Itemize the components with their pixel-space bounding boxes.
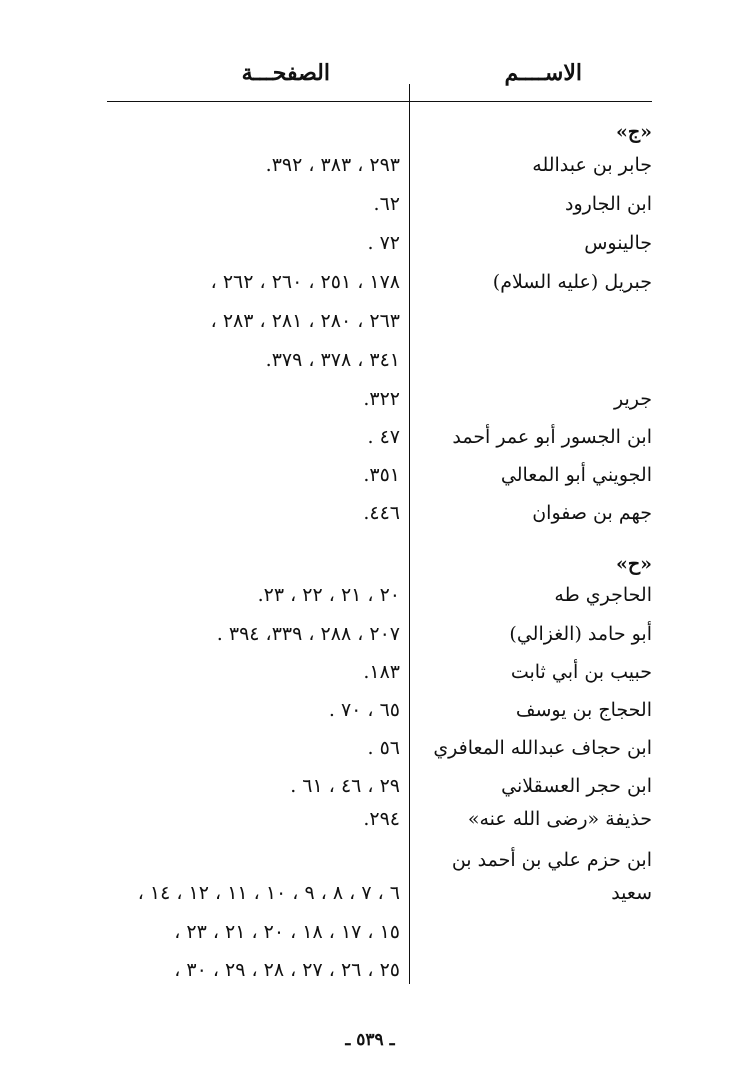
entry-pages: ٦٢. (373, 193, 400, 215)
entry-name: جبريل (عليه السلام) (492, 271, 652, 293)
entry-name: أبو حامد (الغزالي) (509, 623, 652, 645)
index-row (100, 953, 652, 987)
index-row (100, 343, 652, 377)
page-number: ـ ٥٣٩ ـ (345, 1030, 395, 1050)
index-row (100, 226, 652, 260)
entry-pages: ٤٤٦. (363, 502, 400, 524)
entry-pages: ٣٥١. (363, 464, 400, 486)
entry-name: حبيب بن أبي ثابت (510, 661, 652, 683)
section-letter: «ح» (615, 553, 652, 575)
index-row (100, 304, 652, 338)
entry-name: ابن الجسور أبو عمر أحمد (452, 426, 652, 448)
entry-name: الجويني أبو المعالي (500, 464, 652, 486)
entry-pages: ٧٢ . (367, 232, 400, 254)
entry-name: ابن حزم علي بن أحمد بن (451, 849, 652, 871)
entry-pages: ٥٦ . (367, 737, 400, 759)
index-row (100, 187, 652, 221)
entry-name: الحاجري طه (554, 584, 652, 606)
entry-pages: ٢٩٤. (363, 808, 400, 830)
index-row (100, 458, 652, 492)
entry-pages: ٦ ، ٧ ، ٨ ، ٩ ، ١٠ ، ١١ ، ١٢ ، ١٤ ، (137, 882, 400, 904)
entry-name: سعيد (611, 882, 652, 904)
entry-name: جرير (614, 388, 652, 410)
index-row (100, 915, 652, 949)
name-column-header: الاســــم (504, 60, 582, 86)
entry-name: ابن الجارود (564, 193, 652, 215)
entry-pages: ٢٠٧ ، ٢٨٨ ، ٣٣٩، ٣٩٤ . (216, 623, 400, 645)
index-row (100, 802, 652, 836)
index-row (100, 617, 652, 651)
index-row (100, 578, 652, 612)
entry-pages: ٢٦٣ ، ٢٨٠ ، ٢٨١ ، ٢٨٣ ، (210, 310, 400, 332)
entry-pages: ١٨٣. (363, 661, 400, 683)
index-row (100, 115, 652, 149)
entry-pages: ٢٩٣ ، ٣٨٣ ، ٣٩٢. (265, 154, 400, 176)
index-row (100, 148, 652, 182)
index-row (100, 843, 652, 877)
index-row (100, 655, 652, 689)
entry-name: ابن حجاف عبدالله المعافري (433, 737, 652, 759)
index-row (100, 731, 652, 765)
index-row (100, 693, 652, 727)
index-row (100, 876, 652, 910)
entry-pages: ٢٩ ، ٤٦ ، ٦١ . (290, 775, 400, 797)
entry-pages: ٢٥ ، ٢٦ ، ٢٧ ، ٢٨ ، ٢٩ ، ٣٠ ، (174, 959, 400, 981)
entry-name: جابر بن عبدالله (532, 154, 652, 176)
entry-pages: ٦٥ ، ٧٠ . (328, 699, 400, 721)
index-row (100, 496, 652, 530)
entry-name: ابن حجر العسقلاني (501, 775, 652, 797)
header-divider (107, 101, 652, 102)
entry-pages: ٣٤١ ، ٣٧٨ ، ٣٧٩. (265, 349, 400, 371)
index-row (100, 420, 652, 454)
entry-name: جالينوس (584, 232, 652, 254)
page-column-header: الصفحـــة (241, 60, 330, 86)
index-row (100, 382, 652, 416)
index-row (100, 265, 652, 299)
entry-pages: ٢٠ ، ٢١ ، ٢٢ ، ٢٣. (257, 584, 400, 606)
entry-pages: ١٧٨ ، ٢٥١ ، ٢٦٠ ، ٢٦٢ ، (210, 271, 400, 293)
entry-name: حذيفة «رضى الله عنه» (467, 808, 652, 830)
entry-pages: ٤٧ . (367, 426, 400, 448)
index-row (100, 769, 652, 803)
section-letter: «ج» (615, 121, 652, 143)
entry-name: جهم بن صفوان (532, 502, 652, 524)
entry-name: الحجاج بن يوسف (515, 699, 652, 721)
entry-pages: ٣٢٢. (363, 388, 400, 410)
index-row (100, 547, 652, 581)
entry-pages: ١٥ ، ١٧ ، ١٨ ، ٢٠ ، ٢١ ، ٢٣ ، (174, 921, 400, 943)
